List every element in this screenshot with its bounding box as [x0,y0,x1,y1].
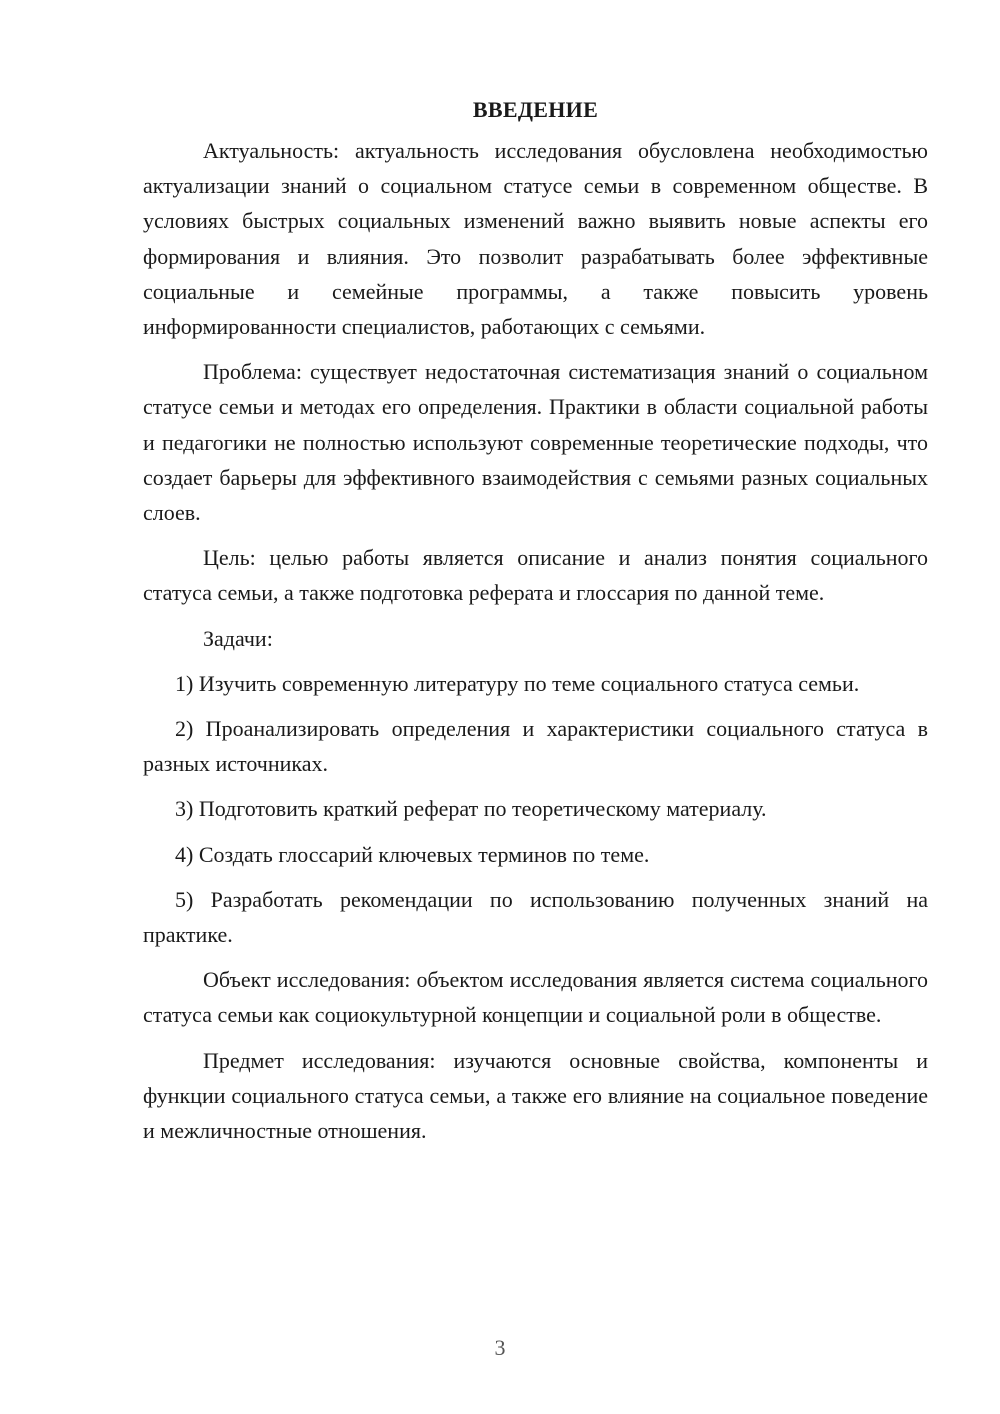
paragraph-tasks-label: Задачи: [203,625,273,651]
task-item-3: 3) Подготовить краткий реферат по теоретическому материалу. [175,796,767,822]
task-item-5: 5) Разработать рекомендации по использованию полученных знаний на практике. [143,886,928,948]
document-page [143,92,928,1158]
task-item-1: 1) Изучить современную литературу по теме социального статуса семьи. [175,670,860,696]
paragraph-problem: Проблема: существует недостаточная систематизация знаний о социальном статусе семьи и методах его определения. Практики в области социальной работы и педагогики не полностью используют современные теоретические подходы, что создает барьеры для эффективного взаимодействия с семьями разных социальных слоев. [143,359,928,526]
task-item-2: 2) Проанализировать определения и характеристики социального статуса в разных источниках. [143,716,928,777]
page-number: 3 [494,1335,506,1360]
paragraph-object: Объект исследования: объектом исследования является система социального статуса семьи как социокультурной концепции и социальной роли в обществе. [143,967,928,1028]
task-item-4: 4) Создать глоссарий ключевых терминов по теме. [175,841,650,867]
paragraph-goal: Цель: целью работы является описание и анализ понятия социального статуса семьи, а также подготовка реферата и глоссария по данной теме. [143,545,928,606]
paragraph-subject: Предмет исследования: изучаются основные свойства, компоненты и функции социального статуса семьи, а также его влияние на социальное поведение и межличностные отношения. [143,1047,928,1144]
section-heading: ВВЕДЕНИЕ [472,97,599,122]
paragraph-relevance: Актуальность: актуальность исследования обусловлена необходимостью актуализации знаний о социальном статусе семьи в современном обществе. В условиях быстрых социальных изменений важно выявить новые аспекты его формирования и влияния. Это позволит разрабатывать более эффективные социальные и семейные программы, а также повысить уровень информированности специалистов, работающих с семьями. [143,138,928,340]
